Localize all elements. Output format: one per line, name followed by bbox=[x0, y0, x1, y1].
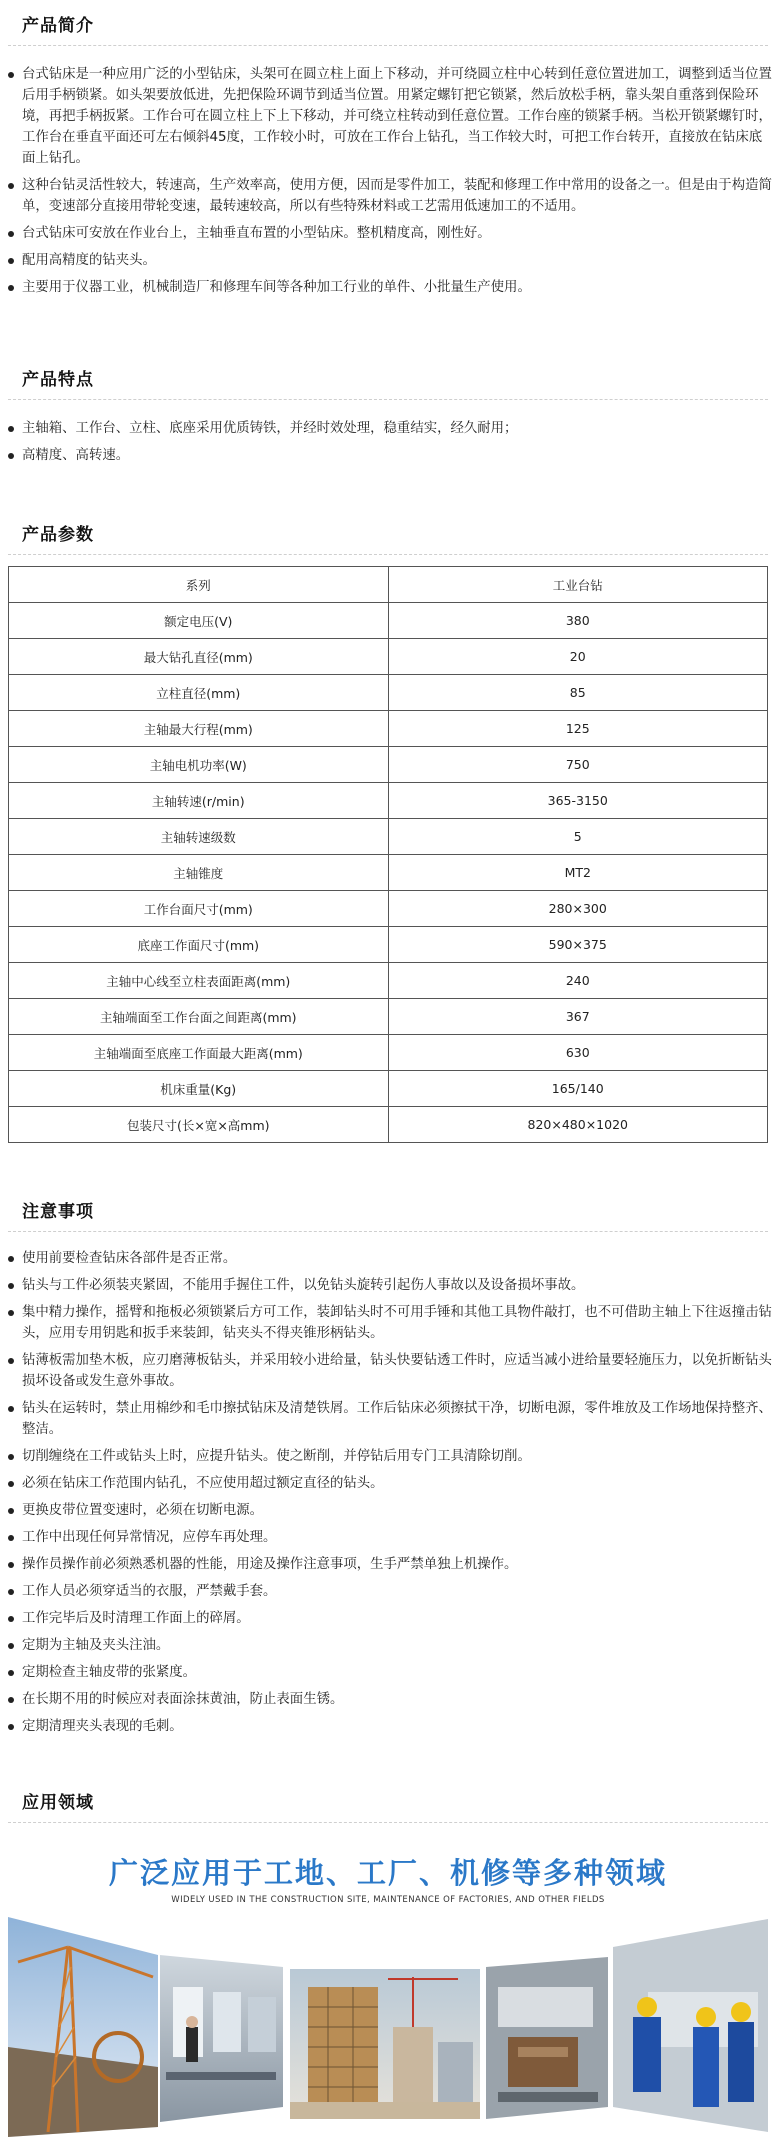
param-value: 630 bbox=[388, 1035, 768, 1071]
table-row bbox=[9, 1107, 768, 1143]
section-divider bbox=[8, 45, 768, 46]
param-label: 主轴中心线至立柱表面距离(mm) bbox=[9, 963, 389, 999]
note-item: 使用前要检查钻床各部件是否正常。 bbox=[8, 1248, 772, 1269]
feature-item: 主轴箱、工作台、立柱、底座采用优质铸铁，并经时效处理，稳重结实，经久耐用； bbox=[8, 418, 772, 439]
auto-repair-photo bbox=[613, 1919, 768, 2132]
notes-title: 注意事项 bbox=[22, 1202, 94, 1222]
intro-title: 产品简介 bbox=[22, 16, 94, 36]
table-row bbox=[9, 711, 768, 747]
param-label: 工作台面尺寸(mm) bbox=[9, 891, 389, 927]
section-divider bbox=[8, 554, 768, 555]
applications-banner bbox=[8, 1837, 768, 2137]
param-value: 165/140 bbox=[388, 1071, 768, 1107]
table-row bbox=[9, 603, 768, 639]
note-item: 操作员操作前必须熟悉机器的性能，用途及操作注意事项，生手严禁单独上机操作。 bbox=[8, 1554, 772, 1575]
note-item: 钻薄板需加垫木板，应刃磨薄板钻头，并采用较小进给量，钻头快要钻透工件时，应适当减小进给量要轻施压力，以免折断钻头损坏设备或发生意外事故。 bbox=[8, 1350, 772, 1392]
param-value: MT2 bbox=[388, 855, 768, 891]
note-item: 必须在钻床工作范围内钻孔，不应使用超过额定直径的钻头。 bbox=[8, 1473, 772, 1494]
param-label: 主轴锥度 bbox=[9, 855, 389, 891]
note-item: 切削缠绕在工件或钻头上时，应提升钻头。使之断削，并停钻后用专门工具清除切削。 bbox=[8, 1446, 772, 1467]
table-row bbox=[9, 1071, 768, 1107]
param-value: 工业台钻 bbox=[388, 567, 768, 603]
param-label: 主轴最大行程(mm) bbox=[9, 711, 389, 747]
intro-item: 台式钻床可安放在作业台上，主轴垂直布置的小型钻床。整机精度高，刚性好。 bbox=[8, 223, 772, 244]
param-label: 最大钻孔直径(mm) bbox=[9, 639, 389, 675]
notes-list bbox=[8, 1248, 772, 1743]
note-item: 集中精力操作，摇臂和拖板必须锁紧后方可工作，装卸钻头时不可用手锤和其他工具物件敲打，也不可借助主轴上下往返撞击钻头，应用专用钥匙和扳手来装卸，钻夹头不得夹锥形柄钻头。 bbox=[8, 1302, 772, 1344]
table-row bbox=[9, 819, 768, 855]
param-label: 底座工作面尺寸(mm) bbox=[9, 927, 389, 963]
note-item: 工作完毕后及时清理工作面上的碎屑。 bbox=[8, 1608, 772, 1629]
note-item: 在长期不用的时候应对表面涂抹黄油，防止表面生锈。 bbox=[8, 1689, 772, 1710]
param-value: 125 bbox=[388, 711, 768, 747]
section-divider bbox=[8, 1822, 768, 1823]
table-row bbox=[9, 747, 768, 783]
building-construction-photo bbox=[290, 1969, 480, 2119]
param-label: 主轴转速级数 bbox=[9, 819, 389, 855]
applications-title: 应用领域 bbox=[22, 1793, 94, 1813]
param-value: 20 bbox=[388, 639, 768, 675]
features-title: 产品特点 bbox=[22, 370, 94, 390]
section-divider bbox=[8, 399, 768, 400]
param-label: 主轴电机功率(W) bbox=[9, 747, 389, 783]
params-table bbox=[8, 566, 768, 1143]
table-row bbox=[9, 1035, 768, 1071]
construction-site-photo bbox=[8, 1917, 158, 2137]
application-photo-strip bbox=[8, 1907, 768, 2137]
params-section-header bbox=[0, 509, 776, 555]
banner-headline: 广泛应用于工地、工厂、机修等多种领域 bbox=[108, 1856, 667, 1890]
note-item: 定期清理夹头表现的毛刺。 bbox=[8, 1716, 772, 1737]
features-section-header bbox=[0, 354, 776, 400]
factory-workshop-photo bbox=[160, 1955, 283, 2122]
feature-item: 高精度、高转速。 bbox=[8, 445, 772, 466]
param-value: 367 bbox=[388, 999, 768, 1035]
param-label: 主轴端面至工作台面之间距离(mm) bbox=[9, 999, 389, 1035]
param-label: 包装尺寸(长×宽×高mm) bbox=[9, 1107, 389, 1143]
table-row bbox=[9, 963, 768, 999]
param-label: 系列 bbox=[9, 567, 389, 603]
params-title: 产品参数 bbox=[22, 525, 94, 545]
table-row bbox=[9, 891, 768, 927]
param-value: 750 bbox=[388, 747, 768, 783]
table-row bbox=[9, 999, 768, 1035]
intro-section-header bbox=[0, 0, 776, 46]
intro-item: 配用高精度的钻夹头。 bbox=[8, 250, 772, 271]
applications-section-header bbox=[0, 1777, 776, 1823]
param-value: 590×375 bbox=[388, 927, 768, 963]
note-item: 更换皮带位置变速时，必须在切断电源。 bbox=[8, 1500, 772, 1521]
note-item: 定期检查主轴皮带的张紧度。 bbox=[8, 1662, 772, 1683]
table-row bbox=[9, 639, 768, 675]
table-row bbox=[9, 927, 768, 963]
table-row bbox=[9, 675, 768, 711]
table-row bbox=[9, 855, 768, 891]
note-item: 工作人员必须穿适当的衣服，严禁戴手套。 bbox=[8, 1581, 772, 1602]
param-label: 额定电压(V) bbox=[9, 603, 389, 639]
param-label: 机床重量(Kg) bbox=[9, 1071, 389, 1107]
notes-section-header bbox=[0, 1186, 776, 1232]
note-item: 钻头在运转时，禁止用棉纱和毛巾擦拭钻床及清楚铁屑。工作后钻床必须擦拭干净，切断电源，零件堆放及工作场地保持整齐、整洁。 bbox=[8, 1398, 772, 1440]
features-list bbox=[8, 418, 772, 472]
banner-subline: WIDELY USED IN THE CONSTRUCTION SITE, MAINTENANCE OF FACTORIES, AND OTHER FIELDS bbox=[171, 1895, 605, 1905]
note-item: 工作中出现任何异常情况，应停车再处理。 bbox=[8, 1527, 772, 1548]
intro-item: 台式钻床是一种应用广泛的小型钻床，头架可在圆立柱上面上下移动，并可绕圆立柱中心转到任意位置进加工，调整到适当位置后用手柄锁紧。如头架要放低进，先把保险环调节到适当位置。用紧定螺钉把它锁紧，然后放松手柄，靠头架自重落到保险环境，再把手柄扳紧。工作台可在圆立柱上下上下移动，并可绕立柱转动到任意位置。工作台座的锁紧手柄。当松开锁紧螺钉时，工作台在垂直平面还可左右倾斜45度，工作较小时，可放在工作台上钻孔，当工作较大时，可把工作台转开，直接放在钻床底面上钻孔。 bbox=[8, 64, 772, 169]
section-divider bbox=[8, 1231, 768, 1232]
intro-item: 这种台钻灵活性较大，转速高，生产效率高，使用方便，因而是零件加工，装配和修理工作中常用的设备之一。但是由于构造简单，变速部分直接用带轮变速，最转速较高，所以有些特殊材料或工艺需用低速加工的不适用。 bbox=[8, 175, 772, 217]
param-label: 主轴转速(r/min) bbox=[9, 783, 389, 819]
param-value: 5 bbox=[388, 819, 768, 855]
note-item: 钻头与工件必须装夹紧固，不能用手握住工件，以免钻头旋转引起伤人事故以及设备损坏事故。 bbox=[8, 1275, 772, 1296]
param-value: 820×480×1020 bbox=[388, 1107, 768, 1143]
param-value: 240 bbox=[388, 963, 768, 999]
note-item: 定期为主轴及夹头注油。 bbox=[8, 1635, 772, 1656]
param-value: 280×300 bbox=[388, 891, 768, 927]
intro-item: 主要用于仪器工业，机械制造厂和修理车间等各种加工行业的单件、小批量生产使用。 bbox=[8, 277, 772, 298]
table-row bbox=[9, 783, 768, 819]
param-value: 380 bbox=[388, 603, 768, 639]
param-label: 立柱直径(mm) bbox=[9, 675, 389, 711]
param-value: 365-3150 bbox=[388, 783, 768, 819]
machine-maintenance-photo bbox=[486, 1957, 608, 2119]
intro-list bbox=[8, 64, 772, 304]
param-label: 主轴端面至底座工作面最大距离(mm) bbox=[9, 1035, 389, 1071]
table-row bbox=[9, 567, 768, 603]
param-value: 85 bbox=[388, 675, 768, 711]
